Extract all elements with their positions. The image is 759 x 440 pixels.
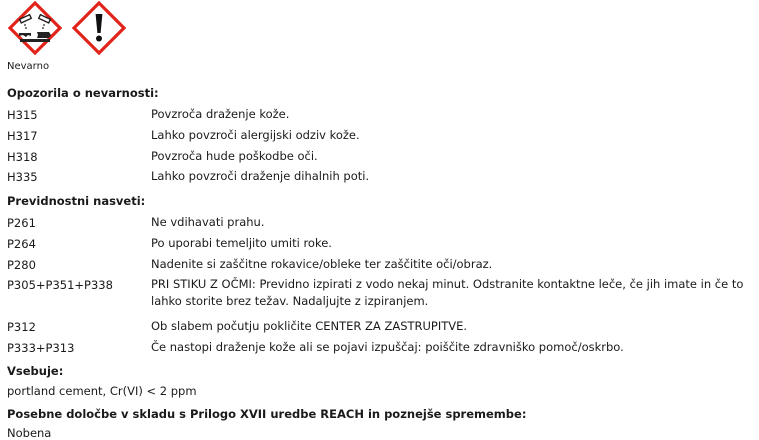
precaution-code: P280: [7, 258, 36, 272]
corrosion-icon: [8, 1, 62, 55]
precaution-text: Ne vdihavati prahu.: [151, 215, 265, 229]
hazard-code: H315: [7, 108, 38, 122]
precaution-text: PRI STIKU Z OČMI: Previdno izpirati z vodo nekaj minut. Odstranite kontaktne leče, če jih imate in če to lahko storite brez težav. Nadaljujte z izpiranjem.: [151, 277, 744, 308]
precaution-text: Po uporabi temeljito umiti roke.: [151, 236, 332, 250]
ghs-pictograms: [8, 1, 126, 56]
precaution-code: P305+P351+P338: [7, 278, 113, 292]
precaution-code: P333+P313: [7, 341, 75, 355]
contains-heading: Vsebuje:: [7, 364, 64, 378]
precaution-text: Ob slabem počutju pokličite CENTER ZA ZASTRUPITVE.: [151, 319, 468, 333]
exclamation-mark-icon: [72, 1, 126, 55]
contains-text: portland cement, Cr(VI) < 2 ppm: [7, 384, 197, 398]
hazard-statements-heading: Opozorila o nevarnosti:: [7, 86, 159, 100]
hazard-code: H318: [7, 150, 38, 164]
hazard-code: H317: [7, 129, 38, 143]
precautionary-statements-heading: Previdnostni nasveti:: [7, 194, 146, 208]
precaution-code: P264: [7, 237, 36, 251]
reach-restrictions-heading: Posebne določbe v skladu s Prilogo XVII uredbe REACH in poznejše spremembe:: [7, 407, 527, 421]
hazard-text: Lahko povzroči alergijski odziv kože.: [151, 128, 360, 142]
precaution-code: P261: [7, 216, 36, 230]
precaution-code: P312: [7, 320, 36, 334]
hazard-text: Povzroča draženje kože.: [151, 107, 290, 121]
precaution-text: Če nastopi draženje kože ali se pojavi izpuščaj: poiščite zdravniško pomoč/oskrbo.: [151, 340, 624, 354]
hazard-code: H335: [7, 170, 38, 184]
reach-restrictions-text: Nobena: [7, 426, 52, 440]
precaution-text: Nadenite si zaščitne rokavice/obleke ter zaščitite oči/obraz.: [151, 257, 493, 271]
signal-word: Nevarno: [7, 61, 50, 72]
hazard-text: Povzroča hude poškodbe oči.: [151, 149, 318, 163]
hazard-text: Lahko povzroči draženje dihalnih poti.: [151, 169, 370, 183]
